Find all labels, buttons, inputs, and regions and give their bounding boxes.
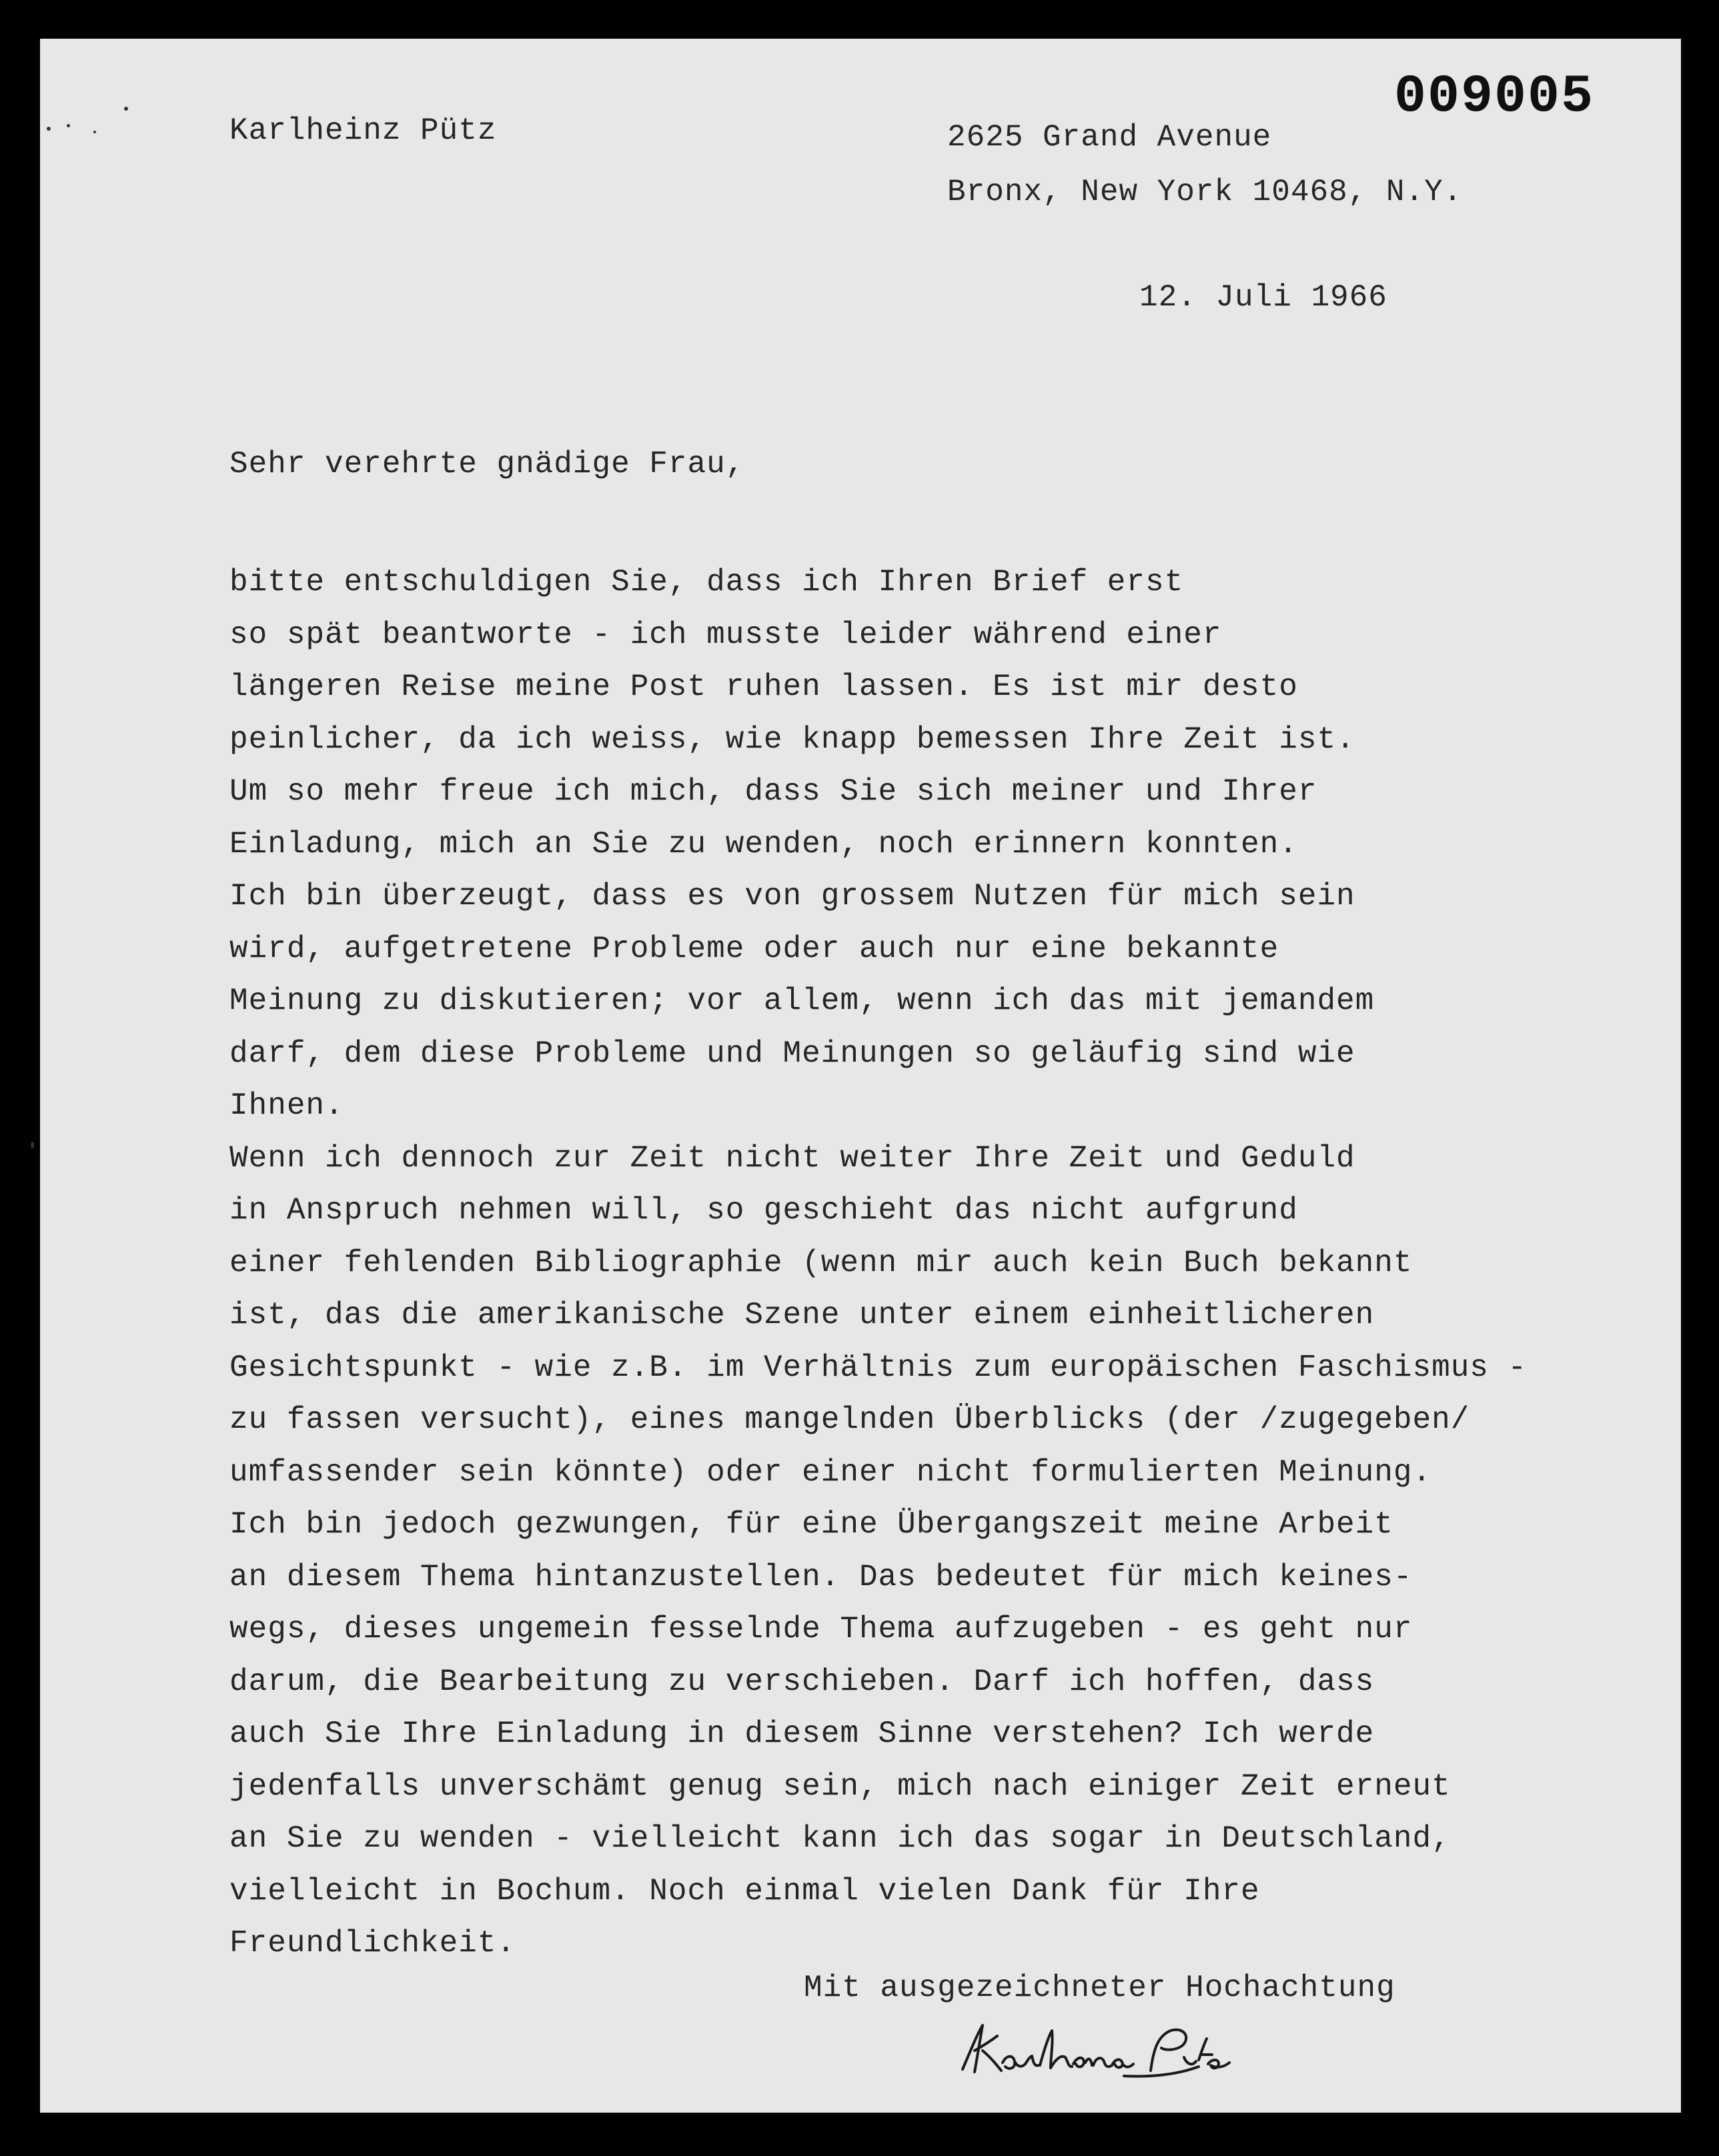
body-line: ist, das die amerikanische Szene unter einem einheitlicheren [229, 1298, 1375, 1332]
salutation: Sehr verehrte gnädige Frau, [229, 447, 745, 481]
body-line: jedenfalls unverschämt genug sein, mich nach einiger Zeit erneut [229, 1769, 1451, 1804]
body-line: zu fassen versucht), eines mangelnden Überblicks (der /zugegeben/ [229, 1402, 1470, 1437]
body-line: vielleicht in Bochum. Noch einmal vielen Dank für Ihre [229, 1873, 1260, 1909]
closing-phrase: Mit ausgezeichneter Hochachtung [804, 1971, 1395, 2005]
body-line: in Anspruch nehmen will, so geschieht das nicht aufgrund [229, 1193, 1298, 1228]
body-line: Ich bin jedoch gezwungen, für eine Übergangszeit meine Arbeit [229, 1507, 1393, 1542]
body-line: bitte entschuldigen Sie, dass ich Ihren Brief erst [229, 565, 1184, 600]
body-line: Um so mehr freue ich mich, dass Sie sich meiner und Ihrer [229, 774, 1317, 809]
body-line: darf, dem diese Probleme und Meinungen so geläufig sind wie [229, 1036, 1355, 1071]
body-line: an diesem Thema hintanzustellen. Das bedeutet für mich keines- [229, 1559, 1413, 1594]
body-line: längeren Reise meine Post ruhen lassen. Es ist mir desto [229, 670, 1298, 704]
body-line: darum, die Bearbeitung zu verschieben. Darf ich hoffen, dass [229, 1664, 1375, 1699]
body-line: so spät beantworte - ich musste leider während einer [229, 617, 1222, 652]
body-line: auch Sie Ihre Einladung in diesem Sinne verstehen? Ich werde [229, 1717, 1375, 1751]
archive-number: 009005 [1394, 67, 1595, 127]
body-line: Gesichtspunkt - wie z.B. im Verhältnis zum europäischen Faschismus - [229, 1350, 1528, 1385]
body-line: an Sie zu wenden - vielleicht kann ich das sogar in Deutschland, [229, 1821, 1451, 1856]
body-line: umfassender sein könnte) oder einer nicht formulierten Meinung. [229, 1454, 1432, 1490]
body-line: Freundlichkeit. [229, 1926, 516, 1961]
body-line: wird, aufgetretene Probleme oder auch nur eine bekannte [229, 931, 1279, 966]
sender-address-city: Bronx, New York 10468, N.Y. [947, 175, 1463, 209]
letter-date: 12. Juli 1966 [1139, 280, 1387, 315]
sender-address-street: 2625 Grand Avenue [947, 120, 1272, 155]
sender-name: Karlheinz Pütz [229, 113, 497, 148]
body-line: einer fehlenden Bibliographie (wenn mir auch kein Buch bekannt [229, 1245, 1413, 1280]
handwritten-signature [951, 2011, 1257, 2084]
body-line: wegs, dieses ungemein fesselnde Thema aufzugeben - es geht nur [229, 1612, 1413, 1647]
body-line: Wenn ich dennoch zur Zeit nicht weiter Ihre Zeit und Geduld [229, 1140, 1355, 1176]
body-line: Ihnen. [229, 1088, 344, 1123]
body-line: Ich bin überzeugt, dass es von grossem Nutzen für mich sein [229, 879, 1355, 914]
letter-body [229, 556, 1527, 1970]
body-line: peinlicher, da ich weiss, wie knapp bemessen Ihre Zeit ist. [229, 722, 1355, 757]
body-line: Meinung zu diskutieren; vor allem, wenn ich das mit jemandem [229, 984, 1375, 1018]
body-line: Einladung, mich an Sie zu wenden, noch erinnern konnten. [229, 826, 1298, 862]
